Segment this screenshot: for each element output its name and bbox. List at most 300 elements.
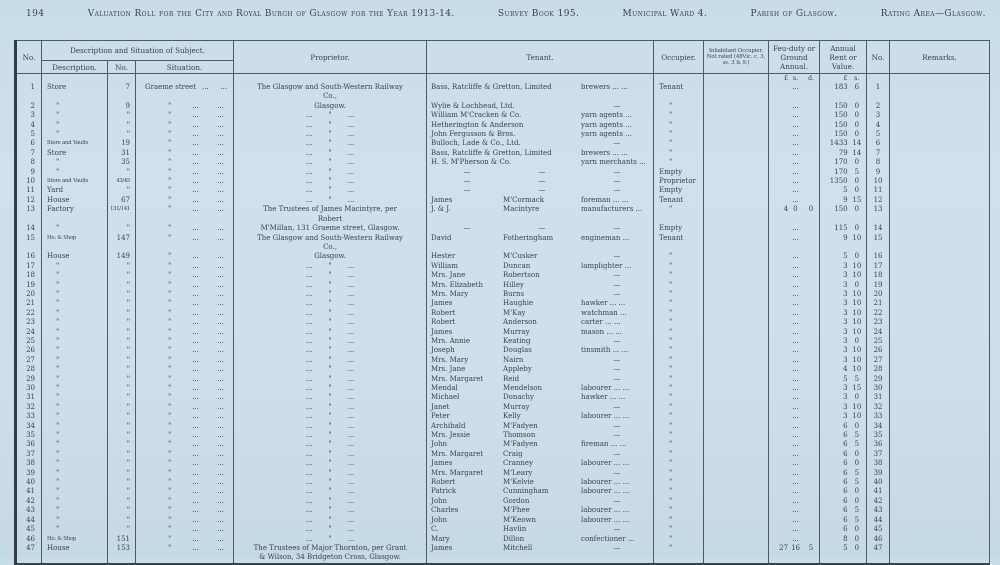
leader-dots: ... <box>192 289 199 298</box>
situation-cell <box>136 544 234 563</box>
inhabitant-occupier-cell <box>704 252 769 261</box>
leader-dots: ... <box>305 459 313 468</box>
feu-shillings: ... <box>792 271 799 280</box>
feu-pence <box>803 281 819 290</box>
situation-text: " <box>168 111 172 120</box>
entry-number-cell: 47 <box>16 544 42 563</box>
feu-pounds <box>769 459 788 468</box>
rent-pounds: 6 <box>843 487 848 496</box>
occupier-cell: " <box>654 158 704 167</box>
situation-text: " <box>168 158 172 167</box>
inhabitant-occupier-cell <box>704 328 769 337</box>
tenant-surname: — <box>538 167 546 176</box>
proprietor-text: " <box>328 374 332 383</box>
entry-number-cell: 28 <box>16 365 42 374</box>
proprietor-text: " <box>328 365 332 374</box>
rent-pounds: 8 <box>843 534 848 543</box>
feu-pounds <box>769 516 788 525</box>
street-number-cell: " <box>108 281 136 290</box>
situation-text: " <box>168 431 172 440</box>
situation-text: " <box>168 318 172 327</box>
leader-dots: ... <box>305 534 313 543</box>
blank-cell <box>427 74 654 84</box>
description-cell: Yard <box>42 186 108 195</box>
entry-number-cell: 34 <box>16 422 42 431</box>
remarks-cell <box>890 262 990 271</box>
table-row <box>16 544 990 563</box>
tenant-occupation: yarn agents ... <box>581 130 632 139</box>
entry-number-right-cell: 33 <box>867 412 890 421</box>
feu-duty-cell <box>769 83 820 102</box>
situation-cell <box>136 224 234 233</box>
remarks-cell <box>890 393 990 402</box>
situation-text: " <box>168 525 172 534</box>
street-number-cell: 153 <box>108 544 136 563</box>
feu-shillings: ... <box>792 487 799 496</box>
occupier-cell: " <box>654 384 704 393</box>
situation-text: " <box>168 261 172 270</box>
feu-pounds <box>769 375 788 384</box>
feu-pounds <box>769 234 788 243</box>
rent-pounds: 3 <box>843 384 848 392</box>
header-proprietor: Proprietor. <box>234 41 427 74</box>
header-description-group: Description and Situation of Subject. <box>42 41 234 61</box>
remarks-cell <box>890 478 990 487</box>
tenant-forename: John Fergusson & Bros. <box>431 130 516 139</box>
feu-duty-cell <box>769 365 820 374</box>
rent-shillings: 0 <box>854 280 860 289</box>
entry-number-cell: 11 <box>16 186 42 195</box>
description-cell: " <box>42 299 108 308</box>
leader-dots: ... <box>192 120 199 129</box>
proprietor-text: " <box>328 289 332 298</box>
proprietor-cell <box>234 487 427 496</box>
remarks-cell <box>890 168 990 177</box>
feu-pence <box>803 158 819 167</box>
entry-number-cell: 7 <box>16 149 42 158</box>
rent-pounds: 9 <box>843 233 848 242</box>
tenant-cell <box>427 186 654 195</box>
feu-pounds <box>769 365 788 374</box>
leader-dots: ... <box>217 101 224 110</box>
situation-cell <box>136 205 234 224</box>
situation-text: " <box>168 224 172 233</box>
proprietor-cell <box>234 403 427 412</box>
remarks-cell <box>890 506 990 515</box>
leader-dots: ... <box>192 355 199 364</box>
entry-number-cell: 42 <box>16 497 42 506</box>
entry-number-right-cell: 18 <box>867 271 890 280</box>
blank-cell <box>890 563 990 564</box>
rent-pounds: 150 <box>834 120 848 129</box>
leader-dots: ... <box>217 496 224 505</box>
leader-dots: ... <box>217 327 224 336</box>
street-number-cell: " <box>108 290 136 299</box>
feu-pence <box>803 290 819 299</box>
table-row <box>16 130 990 139</box>
remarks-cell <box>890 384 990 393</box>
feu-pounds <box>769 158 788 167</box>
street-number-cell: 31 <box>108 149 136 158</box>
feu-shillings: ... <box>792 177 799 186</box>
rent-cell <box>820 224 867 233</box>
feu-pounds-unit: £ <box>783 74 789 82</box>
tenant-forename: James <box>431 459 453 468</box>
feu-duty-cell <box>769 130 820 139</box>
remarks-cell <box>890 196 990 205</box>
tenant-forename: — <box>463 224 471 233</box>
occupier-cell: " <box>654 544 704 563</box>
rent-shillings: 0 <box>854 130 860 139</box>
leader-dots: ... <box>192 167 199 176</box>
blank-cell <box>136 563 234 564</box>
rent-cell <box>820 337 867 346</box>
entry-number-cell: 24 <box>16 328 42 337</box>
tenant-forename: — <box>463 177 471 186</box>
description-cell: " <box>42 487 108 496</box>
tenant-forename: Mendal <box>431 384 458 392</box>
occupier-cell: Tenant <box>654 234 704 253</box>
situation-cell <box>136 440 234 449</box>
street-number-cell: " <box>108 459 136 468</box>
remarks-cell <box>890 535 990 544</box>
leader-dots: ... <box>192 346 199 355</box>
situation-text: " <box>168 440 172 449</box>
leader-dots: ... <box>192 506 199 515</box>
entry-number-cell: 18 <box>16 271 42 280</box>
description-cell: " <box>42 281 108 290</box>
feu-shillings: ... <box>792 130 799 139</box>
situation-cell <box>136 337 234 346</box>
description-cell: Ho. & Shop <box>42 234 108 253</box>
proprietor-cell <box>234 234 427 253</box>
leader-dots: ... <box>305 440 313 449</box>
situation-cell <box>136 478 234 487</box>
feu-pence <box>803 487 819 496</box>
proprietor-cell <box>234 318 427 327</box>
proprietor-cell <box>234 139 427 148</box>
entry-number-right-cell: 30 <box>867 384 890 393</box>
remarks-cell <box>890 205 990 224</box>
occupier-cell: " <box>654 516 704 525</box>
entry-number-right-cell: 38 <box>867 459 890 468</box>
feu-duty-cell <box>769 196 820 205</box>
tenant-cell <box>427 450 654 459</box>
leader-dots: ... <box>305 318 313 327</box>
leader-dots: ... <box>192 459 199 468</box>
feu-pounds <box>769 252 788 261</box>
leader-dots: ... <box>217 543 224 552</box>
rent-shillings: 0 <box>854 177 860 186</box>
tenant-forename: — <box>463 186 471 195</box>
tenant-forename: Wylie & Lochhead, Ltd. <box>431 101 515 110</box>
rent-cell <box>820 102 867 111</box>
feu-pence <box>803 177 819 186</box>
feu-pounds <box>769 196 788 205</box>
leader-dots: ... <box>347 318 355 327</box>
inhabitant-occupier-cell <box>704 412 769 421</box>
entry-number-cell: 29 <box>16 375 42 384</box>
description-cell: " <box>42 318 108 327</box>
entry-number-right-cell: 22 <box>867 309 890 318</box>
feu-shillings: ... <box>792 158 799 167</box>
leader-dots: ... <box>305 374 313 383</box>
leader-dots: ... <box>192 365 199 374</box>
leader-dots: ... <box>347 130 355 139</box>
street-number-cell: 131/141 <box>108 205 136 224</box>
proprietor-text: " <box>328 130 332 139</box>
entry-number-right-cell: 35 <box>867 431 890 440</box>
occupier-cell: " <box>654 412 704 421</box>
feu-pounds <box>769 422 788 431</box>
proprietor-text: " <box>328 111 332 120</box>
entry-number-cell: 17 <box>16 262 42 271</box>
proprietor-text: " <box>328 534 332 543</box>
occupier-cell: Empty <box>654 168 704 177</box>
inhabitant-occupier-cell <box>704 177 769 186</box>
inhabitant-occupier-cell <box>704 384 769 393</box>
feu-duty-cell <box>769 544 820 563</box>
rent-shillings: 0 <box>854 487 860 496</box>
occupier-cell: Tenant <box>654 83 704 102</box>
rent-shillings: 5 <box>854 431 860 440</box>
situation-cell <box>136 262 234 271</box>
tenant-forename: Bulloch, Lade & Co., Ltd. <box>431 139 521 148</box>
table-row <box>16 356 990 365</box>
street-number-cell: 67 <box>108 196 136 205</box>
table-row <box>16 431 990 440</box>
tenant-surname: M'Fadyen <box>503 440 538 449</box>
tenant-forename: Robert <box>431 478 456 487</box>
entry-number-right-cell: 10 <box>867 177 890 186</box>
leader-dots: ... <box>217 421 224 430</box>
occupier-cell: " <box>654 403 704 412</box>
leader-dots: ... <box>305 355 313 364</box>
tenant-occupation: labourer ... ... <box>581 412 630 421</box>
situation-text: " <box>168 459 172 468</box>
remarks-cell <box>890 328 990 337</box>
entry-number-right-cell: 3 <box>867 111 890 120</box>
feu-duty-cell <box>769 506 820 515</box>
rent-cell <box>820 469 867 478</box>
situation-cell <box>136 149 234 158</box>
filler-row <box>16 563 990 564</box>
leader-dots: ... <box>220 83 228 91</box>
proprietor-cell <box>234 525 427 534</box>
rent-pounds-unit: £ <box>843 74 848 82</box>
proprietor-cell <box>234 469 427 478</box>
rent-pounds: 3 <box>843 299 848 308</box>
leader-dots: ... <box>347 374 355 383</box>
inhabitant-occupier-cell <box>704 224 769 233</box>
leader-dots: ... <box>217 130 224 139</box>
tenant-surname: Burns <box>503 289 525 298</box>
feu-duty-cell <box>769 177 820 186</box>
tenant-occupation: — <box>613 280 621 289</box>
rent-units-cell <box>820 74 867 84</box>
street-number-cell: " <box>108 271 136 280</box>
rent-shillings: 5 <box>854 374 860 383</box>
proprietor-cell <box>234 111 427 120</box>
situation-cell <box>136 422 234 431</box>
rent-pounds: 6 <box>843 468 848 477</box>
tenant-forename: Mrs. Annie <box>431 336 471 345</box>
entry-number-cell: 25 <box>16 337 42 346</box>
entry-number-right-cell: 44 <box>867 516 890 525</box>
leader-dots: ... <box>347 355 355 364</box>
leader-dots: ... <box>192 186 199 195</box>
leader-dots: ... <box>192 534 199 543</box>
table-row <box>16 309 990 318</box>
leader-dots: ... <box>305 506 313 515</box>
feu-shillings: 16 <box>791 543 800 552</box>
rent-pounds: 170 <box>834 158 848 167</box>
table-row <box>16 375 990 384</box>
feu-pence <box>803 356 819 365</box>
occupier-cell: " <box>654 102 704 111</box>
tenant-surname: Hilley <box>503 280 524 289</box>
feu-duty-cell <box>769 478 820 487</box>
proprietor-cell <box>234 535 427 544</box>
remarks-cell <box>890 290 990 299</box>
table-row <box>16 487 990 496</box>
rent-shillings: 10 <box>852 271 862 280</box>
tenant-surname: Murray <box>503 402 530 411</box>
table-row <box>16 478 990 487</box>
feu-pence <box>803 440 819 449</box>
proprietor-cell <box>234 262 427 271</box>
leader-dots: ... <box>192 402 199 411</box>
situation-cell <box>136 299 234 308</box>
situation-cell <box>136 158 234 167</box>
table-row <box>16 224 990 233</box>
occupier-cell: " <box>654 205 704 224</box>
proprietor-text: " <box>328 346 332 355</box>
leader-dots: ... <box>347 289 355 298</box>
leader-dots: ... <box>347 195 355 204</box>
feu-shillings: ... <box>792 440 799 449</box>
leader-dots: ... <box>192 336 199 345</box>
situation-cell <box>136 431 234 440</box>
inhabitant-occupier-cell <box>704 450 769 459</box>
feu-pounds <box>769 168 788 177</box>
rent-shillings: 10 <box>852 289 862 298</box>
tenant-forename: James <box>431 543 453 552</box>
entry-number-right-cell: 41 <box>867 487 890 496</box>
tenant-occupation: fireman ... ... <box>581 440 627 449</box>
rent-cell <box>820 450 867 459</box>
feu-pence <box>803 111 819 120</box>
leader-dots: ... <box>192 139 199 148</box>
occupier-cell: " <box>654 149 704 158</box>
rent-shillings: 5 <box>854 468 860 477</box>
tenant-surname: Mendelson <box>503 384 543 392</box>
tenant-cell <box>427 83 654 102</box>
rent-cell <box>820 121 867 130</box>
tenant-forename: Mrs. Margaret <box>431 468 484 477</box>
description-cell: Store and Vaults <box>42 177 108 186</box>
street-number-cell: 9 <box>108 102 136 111</box>
feu-shillings: 0 <box>793 205 798 214</box>
tenant-cell <box>427 356 654 365</box>
proprietor-cell <box>234 168 427 177</box>
rent-cell <box>820 535 867 544</box>
remarks-cell <box>890 431 990 440</box>
proprietor-text: " <box>328 167 332 176</box>
remarks-cell <box>890 139 990 148</box>
rent-shillings: 0 <box>854 158 860 167</box>
inhabitant-occupier-cell <box>704 130 769 139</box>
proprietor-cell <box>234 478 427 487</box>
street-number-cell: " <box>108 375 136 384</box>
proprietor-cell <box>234 375 427 384</box>
proprietor-text: The Glasgow and South-Western Railway Co., <box>257 83 403 101</box>
proprietor-cell <box>234 186 427 195</box>
occupier-cell: " <box>654 450 704 459</box>
description-cell: " <box>42 328 108 337</box>
tenant-surname: Craig <box>503 449 523 458</box>
feu-pounds <box>769 111 788 120</box>
rent-shillings: 0 <box>854 543 860 552</box>
occupier-cell: " <box>654 431 704 440</box>
entry-number-cell: 23 <box>16 318 42 327</box>
rent-pounds: 6 <box>843 525 848 534</box>
leader-dots: ... <box>347 280 355 289</box>
tenant-surname <box>503 139 581 148</box>
leader-dots: ... <box>192 478 199 487</box>
remarks-cell <box>890 375 990 384</box>
inhabitant-occupier-cell <box>704 440 769 449</box>
description-cell: " <box>42 440 108 449</box>
rent-pounds: 150 <box>834 111 848 120</box>
leader-dots: ... <box>347 148 355 157</box>
feu-pounds <box>769 121 788 130</box>
rent-shillings-unit: s. <box>854 74 860 82</box>
rent-pounds: 3 <box>843 412 848 421</box>
tenant-cell <box>427 168 654 177</box>
rent-pounds: 6 <box>843 449 848 458</box>
proprietor-cell <box>234 149 427 158</box>
feu-shillings: ... <box>792 431 799 440</box>
header-annual-rent: Annual Rent or Value. <box>820 41 867 74</box>
feu-duty-cell <box>769 149 820 158</box>
tenant-cell <box>427 516 654 525</box>
entry-number-right-cell: 25 <box>867 337 890 346</box>
proprietor-text: " <box>328 271 332 280</box>
situation-text: " <box>168 167 172 176</box>
situation-cell <box>136 102 234 111</box>
entry-number-cell: 21 <box>16 299 42 308</box>
entry-number-cell: 27 <box>16 356 42 365</box>
leader-dots: ... <box>305 515 313 524</box>
situation-cell <box>136 356 234 365</box>
street-number-cell: " <box>108 469 136 478</box>
table-row <box>16 346 990 355</box>
entry-number-right-cell: 12 <box>867 196 890 205</box>
rent-pounds: 3 <box>843 336 848 345</box>
feu-pounds <box>769 149 788 158</box>
leader-dots: ... <box>305 186 313 195</box>
tenant-occupation: yarn agents ... <box>581 120 632 129</box>
tenant-occupation: hawker ... ... <box>581 393 626 402</box>
street-number-cell: 35 <box>108 158 136 167</box>
feu-shillings: ... <box>792 280 799 289</box>
feu-pounds <box>769 281 788 290</box>
rent-cell <box>820 318 867 327</box>
leader-dots: ... <box>217 412 224 421</box>
tenant-cell <box>427 422 654 431</box>
leader-dots: ... <box>192 431 199 440</box>
